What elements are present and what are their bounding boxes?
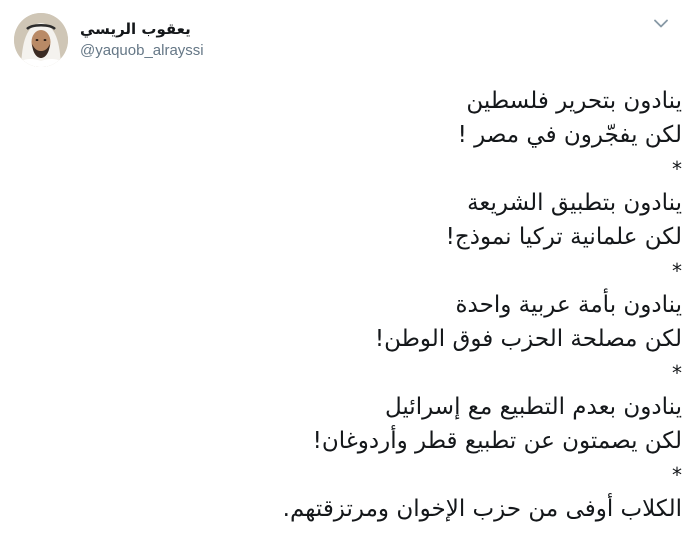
tweet-line: ينادون بأمة عربية واحدة bbox=[455, 292, 682, 318]
tweet-line: لكن مصلحة الحزب فوق الوطن! bbox=[374, 326, 682, 352]
tweet-line: الكلاب أوفى من حزب الإخوان ومرتزقتهم. bbox=[282, 496, 682, 522]
avatar[interactable] bbox=[14, 13, 68, 67]
tweet-text bbox=[22, 84, 682, 526]
tweet-separator: * bbox=[672, 157, 682, 181]
chevron-down-icon bbox=[654, 19, 668, 28]
tweet-line: لكن يصمتون عن تطبيع قطر وأردوغان! bbox=[312, 428, 682, 454]
tweet-line: لكن يفجّرون في مصر ! bbox=[457, 122, 682, 148]
tweet-line: ينادون بتطبيق الشريعة bbox=[467, 190, 682, 216]
tweet-separator: * bbox=[672, 361, 682, 385]
author-handle[interactable]: @yaquob_alrayssi bbox=[80, 42, 204, 59]
author-display-name[interactable]: يعقوب الريسي bbox=[80, 20, 191, 38]
author-info bbox=[80, 19, 204, 61]
tweet-header bbox=[14, 12, 204, 68]
tweet-line: لكن علمانية تركيا نموذج! bbox=[445, 224, 682, 250]
tweet-line: ينادون بتحرير فلسطين bbox=[466, 88, 682, 114]
tweet-separator: * bbox=[672, 463, 682, 487]
tweet-menu-button[interactable] bbox=[650, 12, 672, 34]
tweet-separator: * bbox=[672, 259, 682, 283]
tweet-line: ينادون بعدم التطبيع مع إسرائيل bbox=[384, 394, 682, 420]
avatar-image bbox=[14, 13, 68, 67]
